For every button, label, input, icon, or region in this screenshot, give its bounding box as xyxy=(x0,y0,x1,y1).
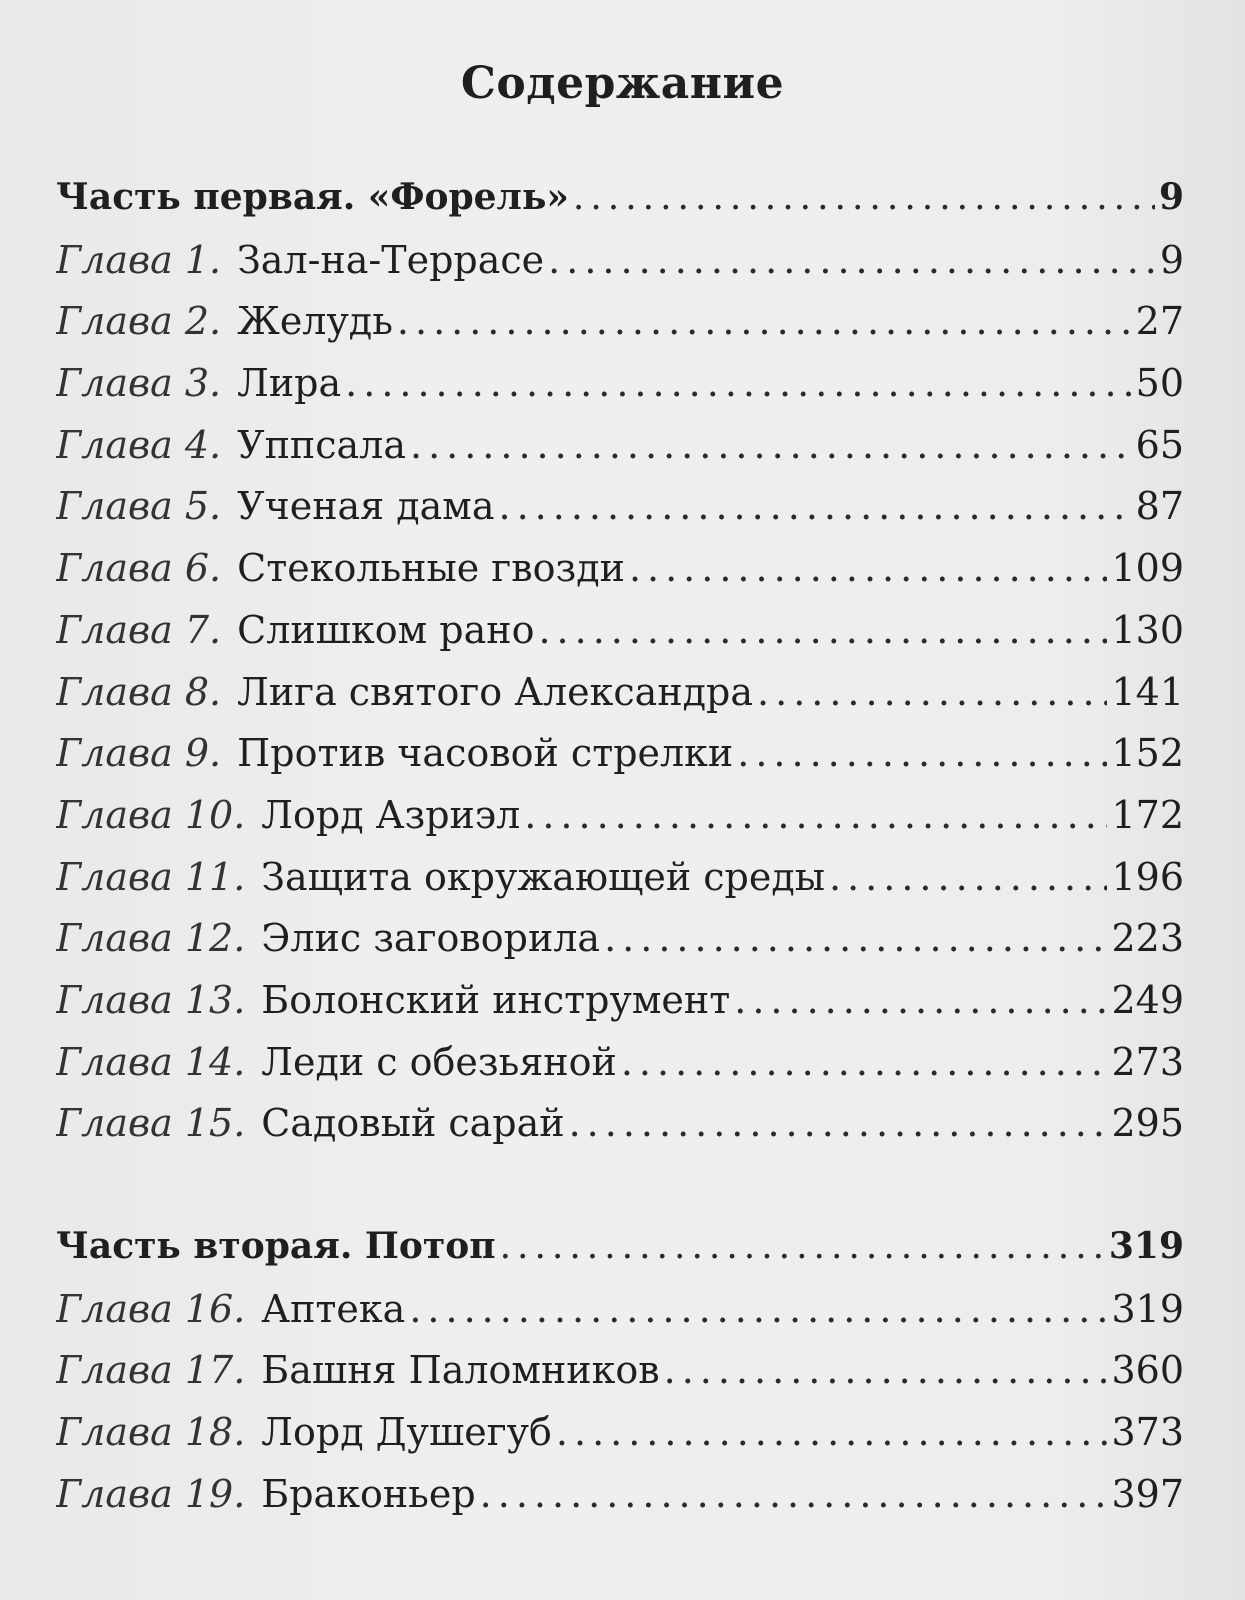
toc-chapter-15[interactable] xyxy=(56,1101,1184,1163)
page-number: 295 xyxy=(1111,1101,1184,1146)
toc-chapter-10[interactable] xyxy=(56,793,1184,855)
dot-leader xyxy=(556,1410,1108,1454)
toc-chapter-16[interactable] xyxy=(56,1287,1184,1349)
dot-leader xyxy=(621,1040,1108,1084)
toc-chapter-17[interactable] xyxy=(56,1348,1184,1410)
chapter-number: Глава 4. xyxy=(56,422,222,467)
dot-leader xyxy=(500,1226,1105,1267)
chapter-title: Защита окружающей среды xyxy=(261,854,826,899)
part-title: Часть вторая. Потоп xyxy=(56,1225,496,1267)
toc-chapter-1[interactable] xyxy=(56,238,1184,300)
chapter-title: Аптека xyxy=(261,1286,406,1331)
chapter-number: Глава 17. xyxy=(56,1348,246,1393)
dot-leader xyxy=(629,546,1108,590)
toc-chapter-14[interactable] xyxy=(56,1040,1184,1102)
dot-leader xyxy=(757,670,1107,714)
toc-chapter-13[interactable] xyxy=(56,978,1184,1040)
chapter-title: Лира xyxy=(237,361,342,406)
chapter-number: Глава 18. xyxy=(56,1410,246,1455)
toc-chapter-3[interactable] xyxy=(56,361,1184,423)
page-number: 360 xyxy=(1111,1348,1184,1393)
chapter-title: Стекольные гвозди xyxy=(237,546,625,591)
dot-leader xyxy=(664,1348,1108,1392)
toc-chapter-18[interactable] xyxy=(56,1410,1184,1472)
dot-leader xyxy=(524,793,1107,837)
chapter-title: Браконьер xyxy=(261,1471,476,1516)
chapter-number: Глава 15. xyxy=(56,1101,246,1146)
chapter-number: Глава 9. xyxy=(56,731,222,776)
toc-chapter-8[interactable] xyxy=(56,670,1184,732)
dot-leader xyxy=(829,855,1107,899)
chapter-number: Глава 5. xyxy=(56,484,222,529)
dot-leader xyxy=(410,423,1132,467)
chapter-title: Уппсала xyxy=(237,422,406,467)
dot-leader xyxy=(480,1472,1108,1516)
chapter-title: Слишком рано xyxy=(237,607,535,652)
chapter-number: Глава 7. xyxy=(56,607,222,652)
page-number: 223 xyxy=(1111,916,1184,961)
page-number: 9 xyxy=(1158,176,1184,218)
chapter-title: Болонский инструмент xyxy=(261,977,731,1022)
dot-leader xyxy=(499,484,1132,528)
dot-leader xyxy=(569,1101,1108,1145)
toc-chapter-19[interactable] xyxy=(56,1472,1184,1534)
page-number: 319 xyxy=(1111,1286,1184,1331)
page-number: 319 xyxy=(1108,1225,1184,1267)
chapter-number: Глава 3. xyxy=(56,361,222,406)
page-number: 249 xyxy=(1111,977,1184,1022)
chapter-number: Глава 14. xyxy=(56,1039,246,1084)
page-number: 152 xyxy=(1111,731,1184,776)
page-number: 130 xyxy=(1111,607,1184,652)
part-title: Часть первая. «Форель» xyxy=(56,176,569,218)
dot-leader xyxy=(345,361,1131,405)
dot-leader xyxy=(538,608,1107,652)
chapter-number: Глава 12. xyxy=(56,916,246,961)
page-number: 109 xyxy=(1111,546,1184,591)
page-number: 397 xyxy=(1111,1471,1184,1516)
chapter-number: Глава 1. xyxy=(56,237,222,282)
dot-leader xyxy=(397,299,1132,343)
chapter-title: Против часовой стрелки xyxy=(237,731,734,776)
chapter-number: Глава 13. xyxy=(56,977,246,1022)
toc-part-2[interactable] xyxy=(56,1225,1184,1287)
chapter-title: Лорд Душегуб xyxy=(261,1410,552,1455)
chapter-number: Глава 16. xyxy=(56,1286,246,1331)
page-number: 9 xyxy=(1159,237,1184,282)
page-number: 196 xyxy=(1111,854,1184,899)
chapter-title: Желудь xyxy=(237,299,393,344)
chapter-title: Лига святого Александра xyxy=(237,669,754,714)
toc-chapter-2[interactable] xyxy=(56,299,1184,361)
page-title: Содержание xyxy=(460,58,785,109)
chapter-number: Глава 2. xyxy=(56,299,222,344)
page-number: 87 xyxy=(1135,484,1184,529)
chapter-number: Глава 8. xyxy=(56,669,222,714)
chapter-title: Садовый сарай xyxy=(261,1101,565,1146)
toc-chapter-9[interactable] xyxy=(56,731,1184,793)
dot-leader xyxy=(737,731,1107,775)
page-number: 373 xyxy=(1111,1410,1184,1455)
chapter-number: Глава 11. xyxy=(56,854,246,899)
dot-leader xyxy=(604,916,1107,960)
chapter-number: Глава 6. xyxy=(56,546,222,591)
toc-chapter-5[interactable] xyxy=(56,484,1184,546)
toc-chapter-6[interactable] xyxy=(56,546,1184,608)
dot-leader xyxy=(548,238,1156,282)
toc-part-1[interactable] xyxy=(56,176,1184,238)
page-number: 172 xyxy=(1111,792,1184,837)
chapter-title: Леди с обезьяной xyxy=(261,1039,617,1084)
chapter-title: Элис заговорила xyxy=(261,916,601,961)
toc-chapter-12[interactable] xyxy=(56,916,1184,978)
dot-leader xyxy=(734,978,1107,1022)
page-number: 50 xyxy=(1135,361,1184,406)
toc-chapter-4[interactable] xyxy=(56,423,1184,485)
page-number: 141 xyxy=(1111,669,1184,714)
chapter-title: Башня Паломников xyxy=(261,1348,660,1393)
chapter-number: Глава 10. xyxy=(56,792,246,837)
section-gap xyxy=(56,1163,1184,1225)
toc-chapter-11[interactable] xyxy=(56,855,1184,917)
chapter-title: Ученая дама xyxy=(237,484,495,529)
dot-leader xyxy=(573,177,1155,218)
page-number: 273 xyxy=(1111,1039,1184,1084)
chapter-number: Глава 19. xyxy=(56,1471,246,1516)
table-of-contents xyxy=(56,176,1184,1533)
page-number: 27 xyxy=(1135,299,1184,344)
chapter-title: Лорд Азриэл xyxy=(261,792,521,837)
page-number: 65 xyxy=(1135,422,1184,467)
dot-leader xyxy=(409,1287,1107,1331)
toc-chapter-7[interactable] xyxy=(56,608,1184,670)
chapter-title: Зал-на-Террасе xyxy=(237,237,545,282)
